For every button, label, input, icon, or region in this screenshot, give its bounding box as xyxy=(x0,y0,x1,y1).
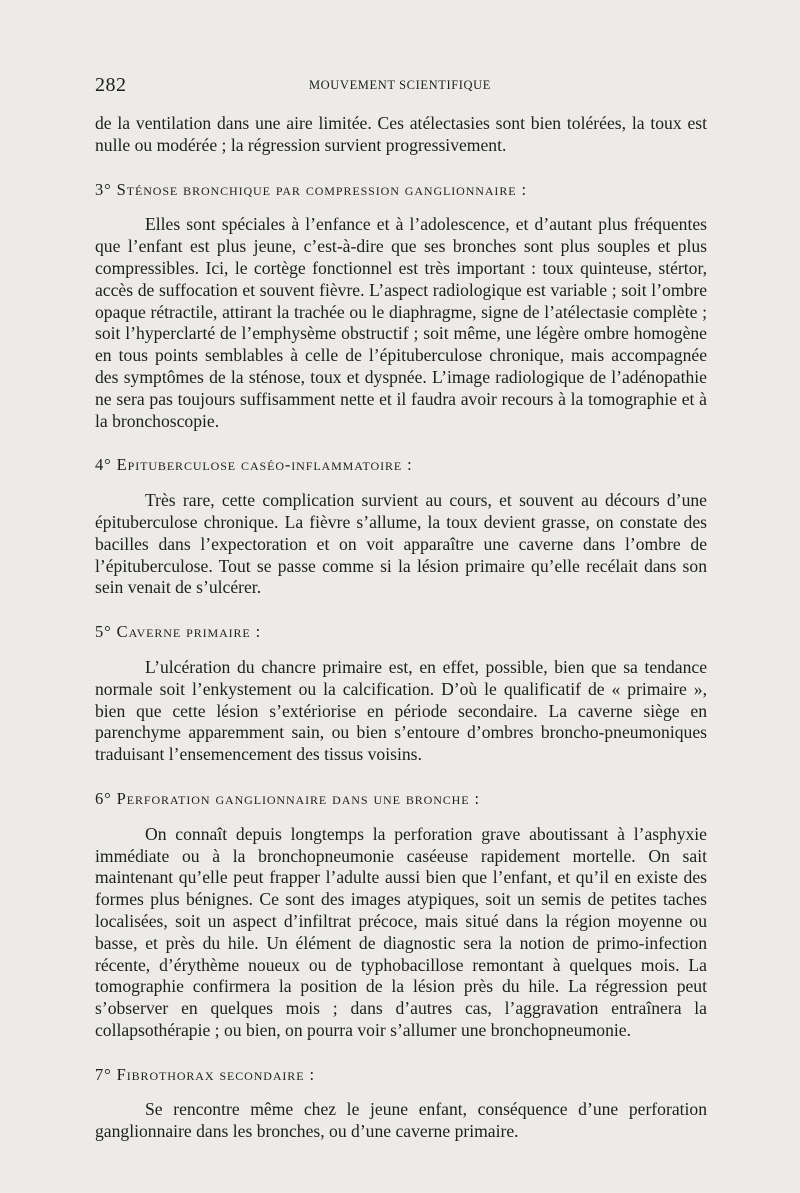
section-paragraph-5: L’ulcération du chancre primaire est, en effet, possible, bien que sa tendance normale soit l’enkystement ou la calcification. D’où le qualificatif de « primaire », bien que cette lésion s’extériorise en période secondaire. La caverne siège en parenchyme apparemment sain, ou bien s’entoure d’ombres broncho-pneumoniques traduisant l’ensemencement des tissus voisins. xyxy=(95,656,707,765)
section-paragraph-3: Elles sont spéciales à l’enfance et à l’adolescence, et d’autant plus fréquentes que l’enfant est plus jeune, c’est-à-dire que ses bronches sont plus souples et plus compressibles. Ici, le cortège fonctionnel est très important : toux quinteuse, stértor, accès de suffocation et souvent fièvre. L’aspect radiologique est variable ; soit l’ombre opaque rétractile, attirant la trachée ou le diaphragme, signe de l’atélectasie complète ; soit l’hyperclarté de l’emphysème obstructif ; soit même, une légère ombre homogène en tous points semblables à celle de l’épituberculose chronique, mais accompagnée des symptômes de la sténose, toux et dyspnée. L’image radiologique de l’adénopathie ne sera pas toujours suffisamment nette et il faudra avoir recours à la tomographie et à la bronchoscopie. xyxy=(95,214,707,431)
section-paragraph-7: Se rencontre même chez le jeune enfant, conséquence d’une perforation ganglionnaire dans les bronches, ou d’une caverne primaire. xyxy=(95,1099,707,1142)
intro-paragraph: de la ventilation dans une aire limitée. Ces atélectasies sont bien tolérées, la toux est nulle ou modérée ; la régression survient progressivement. xyxy=(95,113,707,155)
page-number: 282 xyxy=(95,74,127,96)
section-paragraph-4: Très rare, cette complication survient au cours, et souvent au décours d’une épituberculose chronique. La fièvre s’allume, la toux devient grasse, on constate des bacilles dans l’expectoration et on voit apparaître une caverne dans l’ombre de l’épituberculose. Tout se passe comme si la lésion primaire qu’elle recélait dans son sein venait de s’ulcérer. xyxy=(95,490,707,598)
section-heading-5: 5° Caverne primaire : xyxy=(95,622,262,642)
page-header xyxy=(95,74,705,100)
section-heading-4: 4° Epituberculose caséo-inflammatoire : xyxy=(95,455,413,475)
section-heading-3: 3° Sténose bronchique par compression ganglionnaire : xyxy=(95,179,527,199)
section-paragraph-6: On connaît depuis longtemps la perforation grave aboutissant à l’asphyxie immédiate ou à la bronchopneumonie caséeuse rapidement mortelle. On sait maintenant qu’elle peut frapper l’adulte aussi bien que l’enfant, et qu’il en existe des formes plus bénignes. Ce sont des images atypiques, soit un semis de petites taches localisées, soit un aspect d’infiltrat précoce, mais situé dans la région moyenne ou basse, et près du hile. Un élément de diagnostic sera la notion de primo-infection récente, d’érythème noueux ou de typhobacillose remontant à quelques mois. La tomographie confirmera la position de la lésion près du hile. La régression peut s’observer en quelques mois ; dans d’autres cas, l’aggravation entraînera la collapsothérapie ; ou bien, on pourra voir s’allumer une bronchopneumonie. xyxy=(95,823,707,1040)
section-heading-7: 7° Fibrothorax secondaire : xyxy=(95,1064,315,1084)
page-body xyxy=(95,113,707,1143)
section-heading-6: 6° Perforation ganglionnaire dans une bronche : xyxy=(95,788,480,808)
running-title: MOUVEMENT SCIENTIFIQUE xyxy=(308,78,492,92)
